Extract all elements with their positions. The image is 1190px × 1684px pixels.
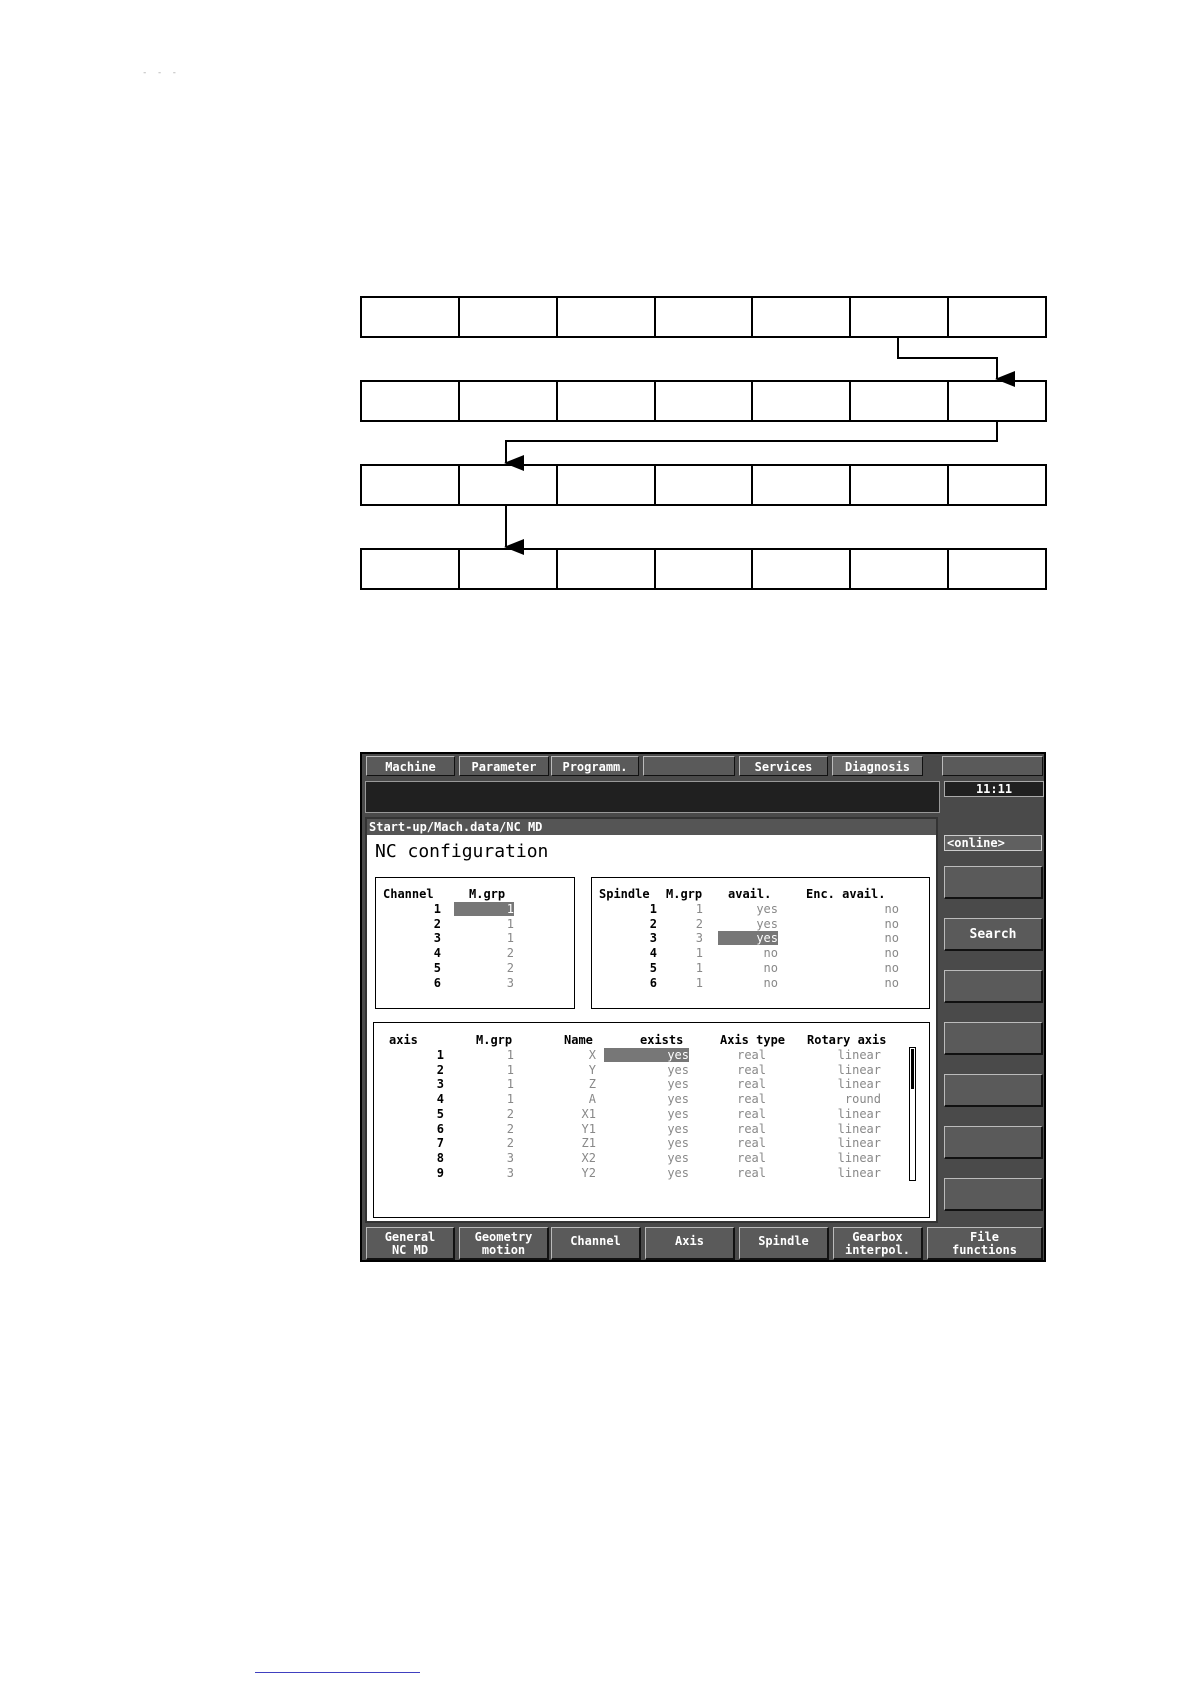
axis-mgrp-header: M.grp [476, 1033, 513, 1047]
table-cell-axis-mgrp: 3 [506, 1165, 514, 1180]
table-cell-spindle: 3 [649, 931, 657, 946]
channel-button-label: Channel [570, 1234, 621, 1248]
table-cell-enc-avail: no [884, 960, 899, 975]
table-cell-channel: 6 [433, 975, 441, 990]
message-bar [365, 781, 940, 813]
softkey-row-1 [360, 296, 1047, 338]
table-cell-enc-avail: no [884, 975, 899, 990]
softkey-row-4 [360, 548, 1047, 590]
gearbox-interpol-button[interactable] [833, 1227, 923, 1260]
general-nc-md-label-2: NC MD [391, 1243, 429, 1257]
table-cell-axis: 5 [436, 1106, 444, 1121]
table-cell-rotary-axis: linear [837, 1136, 881, 1151]
table-cell-exists: yes [667, 1077, 689, 1092]
vertical-softkey-7[interactable] [944, 1178, 1043, 1211]
page-title: NC configuration [375, 841, 549, 862]
table-cell-axis-type: real [737, 1092, 766, 1107]
table-cell-axis-type: real [737, 1062, 766, 1077]
table-cell-name: Y2 [581, 1165, 596, 1180]
table-cell-axis-type: real [737, 1077, 766, 1092]
axis-panel [373, 1022, 930, 1218]
table-cell-enc-avail: no [884, 931, 899, 946]
table-cell-exists: yes [667, 1092, 689, 1107]
table-cell-axis-type: real [737, 1136, 766, 1151]
table-cell-mgrp: 1 [506, 916, 514, 931]
table-cell-mgrp: 1 [506, 931, 514, 946]
table-cell-axis-mgrp: 1 [506, 1092, 514, 1107]
table-cell-channel: 3 [433, 931, 441, 946]
table-cell-rotary-axis: linear [837, 1048, 881, 1062]
name-header: Name [564, 1033, 593, 1047]
gearbox-interpol-label-1: Gearbox [852, 1230, 903, 1244]
work-area [365, 817, 938, 1223]
table-cell-axis: 3 [436, 1077, 444, 1092]
table-cell-exists: yes [667, 1062, 689, 1077]
menu-empty-7[interactable] [942, 756, 1043, 776]
table-cell-name: X1 [581, 1106, 596, 1121]
file-functions-label-1: File [970, 1230, 999, 1244]
channel-header: Channel [383, 887, 434, 901]
vertical-softkey-5[interactable] [944, 1074, 1043, 1107]
general-nc-md-button[interactable] [366, 1227, 455, 1260]
avail-header: avail. [728, 887, 772, 901]
table-cell-spindle-mgrp: 1 [695, 975, 703, 990]
table-cell-enc-avail: no [884, 902, 899, 916]
file-functions-button[interactable] [927, 1227, 1043, 1260]
table-cell-spindle: 6 [649, 975, 657, 990]
table-cell-axis-type: real [737, 1165, 766, 1180]
gearbox-interpol-label-2: interpol. [844, 1243, 911, 1257]
page-corner-mark: - - - [142, 68, 180, 78]
table-cell-name: A [588, 1092, 596, 1107]
table-cell-channel: 5 [433, 960, 441, 975]
table-cell-spindle-mgrp: 2 [695, 916, 703, 931]
channel-panel [375, 877, 575, 1009]
table-cell-rotary-axis: linear [837, 1062, 881, 1077]
geometry-motion-label-2: motion [481, 1243, 526, 1257]
exists-header: exists [640, 1033, 684, 1047]
geometry-motion-label-1: Geometry [474, 1230, 533, 1244]
axis-button-label: Axis [675, 1234, 704, 1248]
spindle-mgrp-header: M.grp [666, 887, 703, 901]
menu-machine[interactable]: Machine [366, 756, 455, 776]
table-cell-axis: 9 [436, 1165, 444, 1180]
table-cell-axis-type: real [737, 1048, 766, 1062]
axis-header: axis [389, 1033, 418, 1047]
table-cell-name: Z [588, 1077, 596, 1092]
online-status: <online> [944, 835, 1042, 851]
file-functions-label-2: functions [951, 1243, 1018, 1257]
vertical-softkey-4[interactable] [944, 1022, 1043, 1055]
menu-diagnosis[interactable]: Diagnosis [832, 756, 923, 776]
breadcrumb: Start-up/Mach.data/NC MD [367, 819, 936, 835]
table-cell-spindle: 2 [649, 916, 657, 931]
general-nc-md-label-1: General [384, 1230, 436, 1244]
geometry-motion-button[interactable] [459, 1227, 549, 1260]
table-cell-name: X2 [581, 1150, 596, 1165]
table-cell-axis: 8 [436, 1150, 444, 1165]
table-cell-axis-type: real [737, 1121, 766, 1136]
enc-avail-header: Enc. avail. [806, 887, 886, 901]
table-cell-spindle-mgrp: 1 [695, 946, 703, 961]
table-cell-rotary-axis: linear [837, 1077, 881, 1092]
vertical-softkey-6[interactable] [944, 1126, 1043, 1159]
table-cell-axis-type: real [737, 1150, 766, 1165]
softkey-row-3 [360, 464, 1047, 506]
table-cell-channel: 2 [433, 916, 441, 931]
table-cell-name: X [588, 1048, 596, 1062]
axis-type-header: Axis type [720, 1033, 786, 1047]
table-cell-axis-type: real [737, 1106, 766, 1121]
search-button[interactable]: Search [944, 918, 1043, 951]
arrow-row1-to-row2 [898, 338, 997, 379]
table-cell-spindle: 1 [649, 902, 657, 916]
table-cell-avail: yes [756, 916, 778, 931]
clock: 11:11 [944, 781, 1044, 797]
menu-empty-4[interactable] [643, 756, 735, 776]
spindle-header: Spindle [599, 887, 650, 901]
table-cell-spindle: 4 [649, 946, 657, 961]
menu-services[interactable]: Services [739, 756, 828, 776]
table-cell-axis: 6 [436, 1121, 444, 1136]
table-cell-exists: yes [667, 1150, 689, 1165]
softkey-row-2 [360, 380, 1047, 422]
vertical-softkey-3[interactable] [944, 970, 1043, 1003]
table-cell-rotary-axis: linear [837, 1165, 881, 1180]
table-cell-axis-mgrp: 1 [506, 1062, 514, 1077]
table-cell-mgrp: 2 [506, 960, 514, 975]
table-cell-enc-avail: no [884, 946, 899, 961]
table-cell-channel: 4 [433, 946, 441, 961]
table-cell-axis-mgrp: 2 [506, 1121, 514, 1136]
rotary-axis-header: Rotary axis [807, 1033, 887, 1047]
table-cell-rotary-axis: round [844, 1092, 881, 1107]
table-cell-spindle-mgrp: 3 [695, 931, 703, 946]
table-cell-avail: no [763, 960, 778, 975]
axis-scrollbar[interactable] [909, 1047, 916, 1181]
table-cell-mgrp: 3 [506, 975, 514, 990]
nc-configuration-screen [360, 752, 1046, 1262]
mgrp-header: M.grp [469, 887, 506, 901]
table-cell-avail: no [763, 975, 778, 990]
spindle-button-label: Spindle [758, 1234, 809, 1248]
table-cell-axis: 7 [436, 1136, 444, 1151]
table-cell-exists: yes [667, 1121, 689, 1136]
spindle-panel [591, 877, 930, 1009]
scrollbar-thumb[interactable] [911, 1049, 914, 1089]
table-cell-rotary-axis: linear [837, 1106, 881, 1121]
table-cell-axis-mgrp: 2 [506, 1136, 514, 1151]
table-cell-enc-avail: no [884, 916, 899, 931]
channel-button[interactable] [551, 1227, 641, 1260]
table-cell-name: Z1 [581, 1136, 596, 1151]
table-cell-axis: 1 [436, 1048, 444, 1062]
table-cell-axis-mgrp: 2 [506, 1106, 514, 1121]
table-cell-axis-mgrp: 3 [506, 1150, 514, 1165]
table-cell-exists: yes [667, 1106, 689, 1121]
table-cell-exists: yes [604, 1048, 689, 1062]
table-cell-avail: yes [756, 902, 778, 916]
table-cell-mgrp: 2 [506, 946, 514, 961]
table-cell-mgrp: 1 [454, 902, 514, 916]
table-cell-axis-mgrp: 1 [506, 1048, 514, 1062]
table-cell-axis: 4 [436, 1092, 444, 1107]
arrow-row2-to-row3 [506, 422, 997, 463]
table-cell-name: Y [588, 1062, 596, 1077]
table-cell-channel: 1 [433, 902, 441, 916]
table-cell-axis: 2 [436, 1062, 444, 1077]
table-cell-exists: yes [667, 1136, 689, 1151]
axis-button[interactable] [645, 1227, 735, 1260]
vertical-softkey-1[interactable] [944, 866, 1043, 899]
table-cell-avail: no [763, 946, 778, 961]
table-cell-spindle: 5 [649, 960, 657, 975]
footer-link-underline[interactable] [255, 1672, 420, 1673]
table-cell-spindle-mgrp: 1 [695, 902, 703, 916]
menu-parameter[interactable]: Parameter [459, 756, 549, 776]
table-cell-spindle-mgrp: 1 [695, 960, 703, 975]
spindle-button[interactable] [739, 1227, 829, 1260]
table-cell-rotary-axis: linear [837, 1150, 881, 1165]
menu-programm[interactable]: Programm. [551, 756, 639, 776]
table-cell-exists: yes [667, 1165, 689, 1180]
table-cell-rotary-axis: linear [837, 1121, 881, 1136]
table-cell-axis-mgrp: 1 [506, 1077, 514, 1092]
table-cell-name: Y1 [581, 1121, 596, 1136]
table-cell-avail: yes [718, 931, 778, 945]
